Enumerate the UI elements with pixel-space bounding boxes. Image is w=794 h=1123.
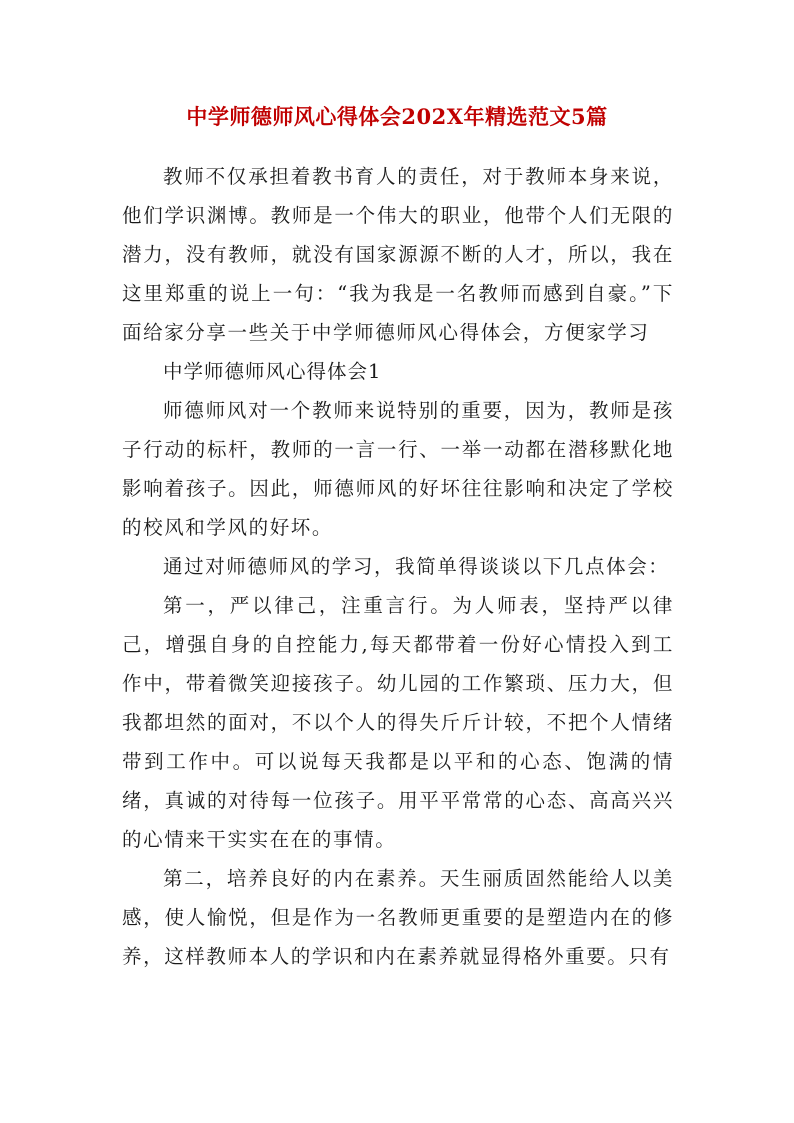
paragraph-1: 师德师风对一个教师来说特别的重要，因为，教师是孩子行动的标杆，教师的一言一行、一举一动都在潜移默化地影响着孩子。因此，师德师风的好坏往往影响和决定了学校的校风和学风的好坏。 [122, 399, 674, 539]
paragraph-3: 第一，严以律己，注重言行。为人师表，坚持严以律己，增强自身的自控能力,每天都带着一份好心情投入到工作中，带着微笑迎接孩子。幼儿园的工作繁琐、压力大，但我都坦然的面对，不以个人的得失斤斤计较，不把个人情绪带到工作中。可以说每天我都是以平和的心态、饱满的情绪，真诚的对待每一位孩子。用平平常常的心态、高高兴兴的心情来干实实在在的事情。 [122, 594, 674, 851]
paragraph-2: 通过对师德师风的学习，我简单得谈谈以下几点体会： [163, 555, 670, 578]
section-heading-1: 中学师德师风心得体会1 [163, 360, 382, 383]
document-title: 中学师德师风心得体会202X年精选范文5篇 [186, 104, 608, 129]
paragraph-4: 第二，培养良好的内在素养。天生丽质固然能给人以美感，使人愉悦，但是作为一名教师更重要的是塑造内在的修养，这样教师本人的学识和内在素养就显得格外重要。只有 [122, 867, 674, 968]
document-body [122, 157, 674, 976]
intro-paragraph: 教师不仅承担着教书育人的责任，对于教师本身来说，他们学识渊博。教师是一个伟大的职业，他带个人们无限的潜力，没有教师，就没有国家源源不断的人才，所以，我在这里郑重的说上一句：“我为我是一名教师而感到自豪。”下面给家分享一些关于中学师德师风心得体会，方便家学习 [122, 165, 674, 344]
